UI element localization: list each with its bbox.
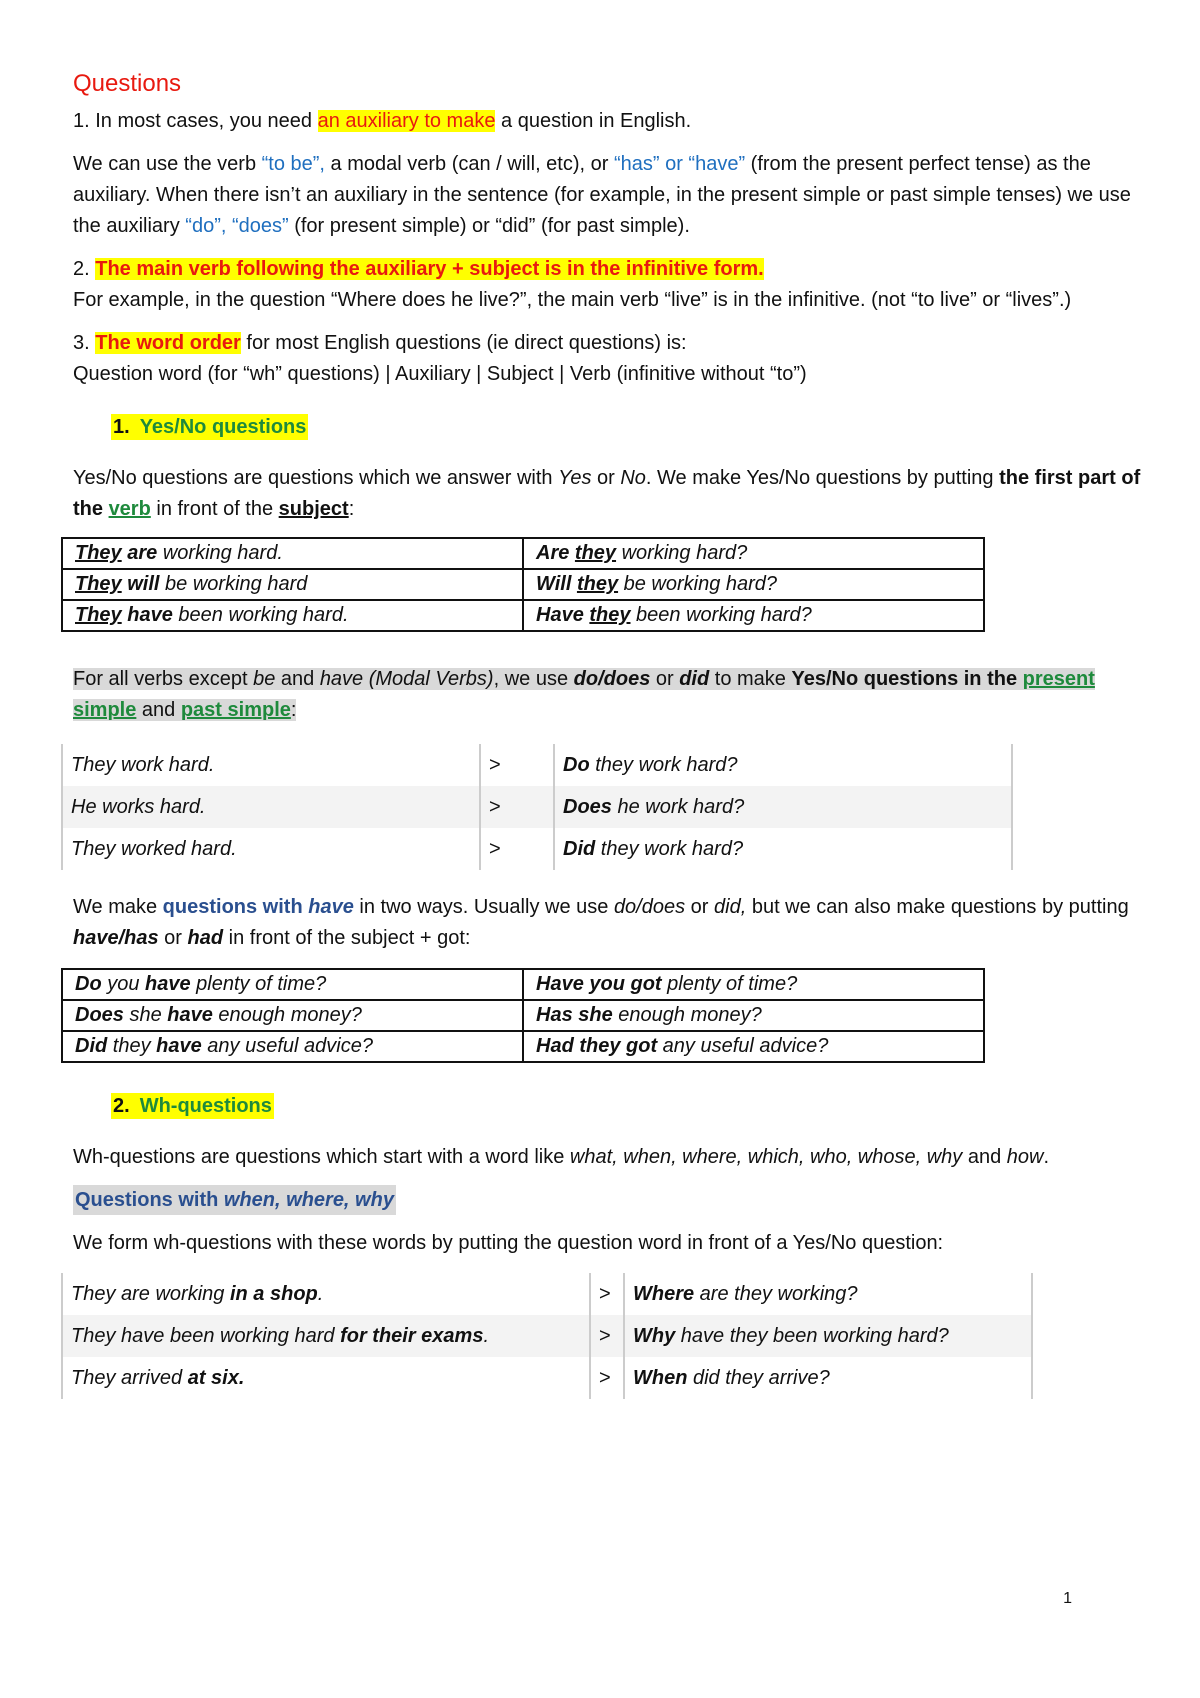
text: did,: [714, 896, 747, 918]
text: .: [483, 1325, 490, 1347]
text: Yes/No questions in the: [791, 668, 1018, 690]
paragraph-yes-no: [73, 463, 1143, 525]
arrow-cell: >: [590, 1357, 624, 1399]
text: at six.: [187, 1367, 245, 1389]
table-row: [62, 786, 1012, 828]
table-cell: They worked hard.: [62, 828, 480, 870]
table-cell: [62, 1000, 523, 1031]
table-cell: [554, 828, 1012, 870]
text: they work hard?: [589, 754, 738, 776]
text: when, where, why: [223, 1189, 394, 1211]
text: they: [574, 542, 617, 564]
text: did: [679, 668, 710, 690]
table-cell: He works hard.: [62, 786, 480, 828]
table-cell: [62, 969, 523, 1000]
text: for most English questions (ie direct questions) is:: [240, 332, 687, 354]
text: or: [158, 927, 188, 949]
table-row: [62, 1273, 1032, 1315]
text: a question in English.: [495, 110, 692, 132]
table-cell: [62, 600, 523, 631]
arrow-cell: >: [480, 744, 554, 786]
text: have (Modal Verbs): [319, 668, 494, 690]
text: and: [962, 1146, 1007, 1168]
table-cell: They work hard.: [62, 744, 480, 786]
table-cell: [554, 786, 1012, 828]
table-do-does-examples: [61, 744, 1013, 870]
highlight-text: an auxiliary to make: [317, 110, 496, 132]
table-cell: [62, 1315, 590, 1357]
text: 1. In most cases, you need: [73, 110, 318, 132]
text: have: [121, 604, 173, 626]
heading-number: 1.: [113, 416, 130, 438]
text: and: [275, 668, 320, 690]
highlight-text: The word order: [95, 332, 241, 354]
heading-label: Yes/No questions: [139, 416, 307, 438]
text: be working hard: [159, 573, 308, 595]
text: and: [136, 699, 181, 721]
table-row: [62, 538, 984, 569]
text: are they working?: [694, 1283, 858, 1305]
text: plenty of time?: [190, 973, 327, 995]
table-cell: [523, 1000, 984, 1031]
section-heading-wh: [111, 1095, 1143, 1118]
text: 2.: [73, 258, 96, 280]
paragraph-auxiliary: [73, 106, 1143, 137]
text: present simple: [73, 668, 1095, 721]
table-cell: [62, 569, 523, 600]
text: For all verbs except: [73, 668, 254, 690]
heading-label: Wh-questions: [139, 1095, 272, 1117]
text: Where: [633, 1283, 695, 1305]
subheading-when-where-why: [73, 1185, 1143, 1216]
text: did they arrive?: [687, 1367, 830, 1389]
table-cell: [523, 569, 984, 600]
text: have they been working hard?: [675, 1325, 949, 1347]
table-row: [62, 1357, 1032, 1399]
table-yes-no-examples: [61, 537, 985, 632]
text: be working hard?: [618, 573, 778, 595]
table-have-examples: [61, 968, 985, 1063]
text: Yes/No questions are questions which we answer with: [73, 467, 559, 489]
text: he work hard?: [611, 796, 745, 818]
paragraph-have: [73, 892, 1143, 954]
text: had: [187, 927, 224, 949]
text: Does: [563, 796, 612, 818]
paragraph-form: We form wh-questions with these words by putting the question word in front of a Yes/No question:: [73, 1232, 944, 1254]
text: she: [123, 1004, 168, 1026]
page-title: Questions: [73, 70, 182, 97]
text: or: [650, 668, 680, 690]
blue-text: “do”, “does”: [185, 215, 289, 237]
text: they work hard?: [595, 838, 744, 860]
table-wh-examples: [61, 1273, 1033, 1399]
highlight-text: The main verb following the auxiliary + subject is in the infinitive form.: [95, 258, 764, 280]
table-row: [62, 1000, 984, 1031]
table-cell: [62, 1273, 590, 1315]
text: They arrived: [71, 1367, 188, 1389]
arrow-cell: >: [590, 1315, 624, 1357]
text: They have been working hard: [71, 1325, 341, 1347]
table-row: [62, 1315, 1032, 1357]
text: Do: [75, 973, 102, 995]
text: how: [1006, 1146, 1044, 1168]
arrow-cell: >: [590, 1273, 624, 1315]
table-cell: [624, 1315, 1032, 1357]
text: subject: [278, 498, 349, 520]
text: they: [589, 604, 631, 626]
text: do/does: [573, 668, 651, 690]
text: the first part of the: [73, 467, 1141, 520]
table-cell: [62, 1357, 590, 1399]
text: 3.: [73, 332, 96, 354]
table-row: [62, 1031, 984, 1062]
text: We make: [73, 896, 163, 918]
text: have: [308, 896, 354, 918]
text: They are working: [71, 1283, 230, 1305]
text: have/has: [73, 927, 159, 949]
text: will: [121, 573, 160, 595]
table-cell: [624, 1357, 1032, 1399]
text: in two ways. Usually we use: [353, 896, 614, 918]
table-row: [62, 828, 1012, 870]
text: questions with: [162, 896, 309, 918]
text: or: [685, 896, 715, 918]
text: They: [75, 604, 122, 626]
text: been working hard?: [630, 604, 812, 626]
text: verb: [108, 498, 151, 520]
text: (for present simple) or “did” (for past simple).: [288, 215, 690, 237]
text: plenty of time?: [661, 973, 798, 995]
text: We can use the verb: [73, 153, 262, 175]
text: Will: [536, 573, 572, 595]
text: but we can also make questions by putting: [746, 896, 1129, 918]
text: Question word (for “wh” questions) | Auxiliary | Subject | Verb (infinitive without “to”): [73, 363, 807, 385]
paragraph-verbs: [73, 149, 1143, 242]
text: in front of the subject + got:: [223, 927, 471, 949]
arrow-cell: >: [480, 828, 554, 870]
table-cell: [624, 1273, 1032, 1315]
text: .: [1043, 1146, 1050, 1168]
text: . We make Yes/No questions by putting: [645, 467, 1000, 489]
text: they: [107, 1035, 157, 1057]
text: do/does: [613, 896, 686, 918]
page-number: 1: [1063, 1590, 1072, 1607]
document-page: [73, 70, 1143, 1421]
text: have: [167, 1004, 213, 1026]
text: have: [156, 1035, 202, 1057]
text: They: [75, 542, 122, 564]
text: When: [633, 1367, 688, 1389]
text: For example, in the question “Where does he live?”, the main verb “live” is in the infinitive. (not “to live” or “lives”.): [73, 289, 1072, 311]
text: a modal verb (can / will, etc), or: [324, 153, 614, 175]
text: No: [620, 467, 646, 489]
text: (from the present perfect tense) as the auxiliary. When there isn’t an auxiliary in the sentence (for example, in the present simple or past simple tenses) we use the auxiliary: [73, 153, 1131, 237]
text: , we use: [493, 668, 574, 690]
text: or: [591, 467, 621, 489]
text: working hard.: [157, 542, 283, 564]
paragraph-word-order: [73, 328, 1143, 390]
text: be: [253, 668, 276, 690]
table-row: [62, 969, 984, 1000]
text: Did: [563, 838, 596, 860]
table-row: [62, 569, 984, 600]
text: enough money?: [212, 1004, 362, 1026]
text: Wh-questions are questions which start with a word like: [73, 1146, 570, 1168]
paragraph-wh: [73, 1142, 1143, 1173]
text: Have: [536, 604, 584, 626]
text: you: [101, 973, 146, 995]
text: Did: [75, 1035, 108, 1057]
table-row: [62, 600, 984, 631]
text: any useful advice?: [201, 1035, 373, 1057]
text: what, when, where, which, who, whose, why: [569, 1146, 963, 1168]
table-cell: [62, 538, 523, 569]
blue-text: “has” or “have”: [613, 153, 746, 175]
table-row: [62, 744, 1012, 786]
blue-text: “to be”,: [261, 153, 325, 175]
text: :: [348, 498, 355, 520]
text: any useful advice?: [657, 1035, 829, 1057]
arrow-cell: >: [480, 786, 554, 828]
section-heading-yes-no: [111, 416, 1143, 439]
text: in a shop: [229, 1283, 318, 1305]
table-cell: [554, 744, 1012, 786]
text: past simple: [180, 699, 291, 721]
heading-number: 2.: [113, 1095, 130, 1117]
table-cell: [523, 600, 984, 631]
text: enough money?: [612, 1004, 762, 1026]
text: working hard?: [616, 542, 748, 564]
text: for their exams: [340, 1325, 484, 1347]
text: they: [576, 573, 619, 595]
text: Are: [536, 542, 570, 564]
text: Has she: [536, 1004, 613, 1026]
text: are: [121, 542, 158, 564]
table-cell: [523, 538, 984, 569]
text: :: [290, 699, 297, 721]
paragraph-do-does: [73, 664, 1143, 726]
table-cell: [523, 969, 984, 1000]
text: to make: [709, 668, 792, 690]
text: Do: [563, 754, 590, 776]
text: .: [317, 1283, 324, 1305]
text: in front of the: [150, 498, 279, 520]
text: Does: [75, 1004, 124, 1026]
text: Questions with: [75, 1189, 224, 1211]
text: Yes: [558, 467, 592, 489]
table-cell: [62, 1031, 523, 1062]
text: Have you got: [536, 973, 662, 995]
table-cell: [523, 1031, 984, 1062]
paragraph-infinitive: [73, 254, 1143, 316]
text: Why: [633, 1325, 676, 1347]
text: Had they got: [536, 1035, 658, 1057]
text: They: [75, 573, 122, 595]
text: have: [145, 973, 191, 995]
text: been working hard.: [172, 604, 349, 626]
